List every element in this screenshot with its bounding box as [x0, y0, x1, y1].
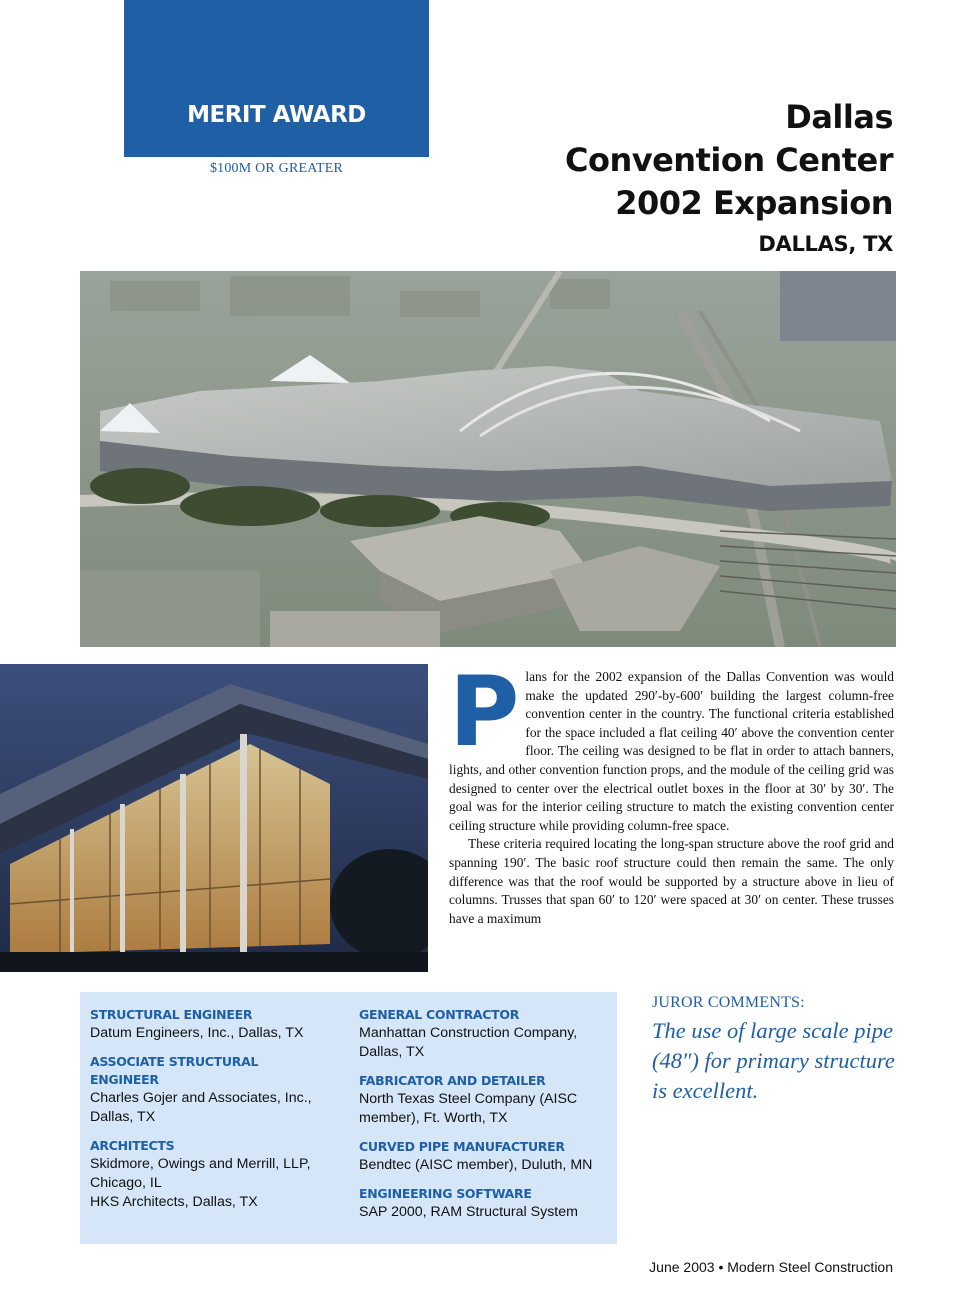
juror-heading: JUROR COMMENTS:	[652, 994, 805, 1011]
credits-left-column	[90, 1006, 340, 1222]
paragraph-1-text: lans for the 2002 expansion of the Dallas Convention was would make the updated 290′-by-600′ building the largest column-free convention center in the country. The functional criteria established for the space included a flat ceiling 40′ above the convention center floor. The ceiling was designed to be flat in order to attach banners, lights, and other convention function props, and the module of the ceiling grid was designed to center over the electrical outlet boxes in the floor at 30′ by 30′. The goal was for the interior ceiling structure to match the existing convention center ceiling structure while providing column-free space.	[449, 669, 894, 833]
award-category: $100M OR GREATER	[209, 161, 344, 176]
article-paragraph-1	[449, 656, 894, 835]
title-line-1: Dallas	[785, 98, 893, 136]
aerial-photo	[80, 271, 896, 647]
credit-heading: GENERAL CONTRACTOR	[359, 1007, 520, 1022]
article-paragraph-2: These criteria required locating the long-span structure above the roof grid and spanning 190′. The basic roof structure could then remain the same. The only difference was that the roof would be supported by a structure above in lieu of columns. Trusses that span 60′ to 120′ were spaced at 30′ on center. These trusses have a maximum	[449, 836, 894, 926]
night-photo-illustration	[0, 664, 428, 972]
credit-heading: ENGINEERING SOFTWARE	[359, 1186, 532, 1201]
aerial-photo-illustration	[80, 271, 896, 647]
credit-general-contractor	[359, 1006, 609, 1062]
credit-value: Bendtec (AISC member), Duluth, MN	[359, 1157, 593, 1173]
credit-value: Manhattan Construction Company, Dallas, TX	[359, 1025, 578, 1060]
award-label: MERIT AWARD	[187, 102, 366, 128]
credit-architects	[90, 1137, 340, 1212]
project-title	[565, 96, 893, 225]
credit-curved-pipe-manufacturer	[359, 1138, 609, 1175]
project-location: DALLAS, TX	[758, 232, 893, 256]
credit-fabricator-detailer	[359, 1072, 609, 1128]
project-credits-box	[80, 992, 617, 1244]
credit-value: Charles Gojer and Associates, Inc., Dallas, TX	[90, 1090, 312, 1125]
credit-associate-structural-engineer	[90, 1053, 340, 1127]
credit-heading: STRUCTURAL ENGINEER	[90, 1007, 253, 1022]
title-line-2: Convention Center	[564, 141, 893, 179]
drop-cap: P	[449, 656, 520, 768]
credit-heading: ARCHITECTS	[90, 1138, 175, 1153]
credit-structural-engineer	[90, 1006, 340, 1043]
credit-value: HKS Architects, Dallas, TX	[90, 1194, 258, 1210]
juror-quote: The use of large scale pipe (48″) for primary structure is excellent.	[652, 1018, 895, 1103]
juror-comments	[652, 994, 902, 1106]
credit-engineering-software	[359, 1185, 609, 1222]
merit-award-banner	[124, 0, 429, 157]
credits-right-column	[359, 1006, 609, 1232]
credit-value: Skidmore, Owings and Merrill, LLP, Chicago, IL	[90, 1156, 311, 1191]
credit-value: SAP 2000, RAM Structural System	[359, 1204, 578, 1220]
credit-value: North Texas Steel Company (AISC member), Ft. Worth, TX	[359, 1091, 578, 1126]
credit-heading: CURVED PIPE MANUFACTURER	[359, 1139, 565, 1154]
credit-value: Datum Engineers, Inc., Dallas, TX	[90, 1025, 304, 1041]
title-line-3: 2002 Expansion	[615, 184, 893, 222]
credit-heading: FABRICATOR AND DETAILER	[359, 1073, 546, 1088]
night-photo	[0, 664, 428, 972]
article-body	[449, 656, 894, 928]
credit-heading: ASSOCIATE STRUCTURAL ENGINEER	[90, 1054, 259, 1087]
page-footer: June 2003 • Modern Steel Construction	[649, 1259, 893, 1275]
